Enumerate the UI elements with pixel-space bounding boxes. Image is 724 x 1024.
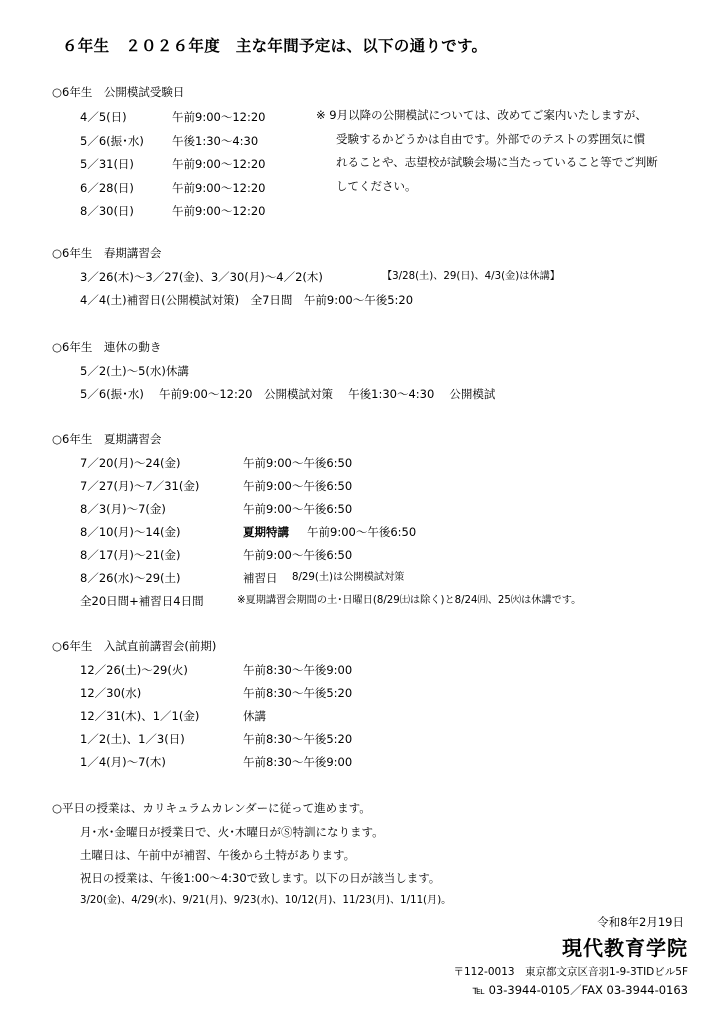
summer-date: 7／20(月)～24(金) — [80, 456, 181, 470]
exam-date: 5／6(振･水) — [80, 134, 144, 148]
spring-dates: 3／26(木)～3／27(金)、3／30(月)～4／2(木) — [80, 270, 323, 284]
winter-time: 午前8:30～午後9:00 — [243, 755, 353, 769]
exam-date: 8／30(日) — [80, 204, 134, 218]
winter-date: 1／2(土)、1／3(日) — [80, 732, 185, 746]
exam-time: 午前9:00～12:20 — [172, 110, 266, 124]
exam-date: 6／28(日) — [80, 181, 134, 195]
winter-time: 午前8:30～午後9:00 — [243, 663, 353, 677]
school-phone: ℡ 03-3944-0105／FAX 03-3944-0163 — [472, 983, 688, 997]
exam-heading: ○6年生 公開模試受験日 — [52, 85, 185, 99]
summer-date: 8／26(水)～29(土) — [80, 571, 181, 585]
holiday-dates: 3/20(金)、4/29(水)、9/21(月)、9/23(水)、10/12(月)、11/23(月)、1/11(月)。 — [80, 895, 452, 906]
winter-time: 午前8:30～午後5:20 — [243, 686, 353, 700]
summer-special-label: 夏期特講 — [243, 525, 289, 539]
spring-heading: ○6年生 春期講習会 — [52, 246, 162, 260]
page-title: ６年生 ２０２６年度 主な年間予定は、以下の通りです。 — [62, 37, 488, 55]
holiday-schedule: 5／6(振･水) 午前9:00～12:20 公開模試対策 午後1:30～4:30 公開模試 — [80, 387, 496, 401]
summer-time: 午前9:00～午後6:50 — [243, 479, 353, 493]
weekday-text: 月･水･金曜日が授業日で、火･木曜日がⓈ特訓になります。 — [80, 825, 384, 839]
exam-time: 午前9:00～12:20 — [172, 204, 266, 218]
school-name: 現代教育学院 — [562, 936, 688, 960]
issue-date: 令和8年2月19日 — [597, 915, 684, 929]
weekday-text: 土曜日は、午前中が補習、午後から土特があります。 — [80, 848, 356, 862]
exam-note-line: 受験するかどうかは自由です。外部でのテストの雰囲気に慣 — [336, 131, 646, 146]
summer-closed-note: ※夏期講習会期間の土･日曜日(8/29㈯は除く)と8/24㈪、25㈫は休講です。 — [237, 595, 582, 606]
exam-note-line: してください。 — [336, 178, 417, 193]
exam-time: 午後1:30～4:30 — [172, 134, 259, 148]
winter-date: 1／4(月)～7(木) — [80, 755, 166, 769]
winter-heading: ○6年生 入試直前講習会(前期) — [52, 639, 217, 653]
exam-time: 午前9:00～12:20 — [172, 181, 266, 195]
holiday-closed: 5／2(土)～5(水)休講 — [80, 364, 189, 378]
exam-time: 午前9:00～12:20 — [172, 157, 266, 171]
school-address: 〒112-0013 東京都文京区音羽1-9-3TIDビル5F — [453, 966, 688, 978]
spring-makeup: 4／4(土)補習日(公開模試対策) 全7日間 午前9:00～午後5:20 — [80, 293, 414, 307]
weekday-heading: ○平日の授業は、カリキュラムカレンダーに従って進めます。 — [52, 801, 371, 815]
summer-time: 午前9:00～午後6:50 — [243, 456, 353, 470]
holiday-heading: ○6年生 連休の動き — [52, 340, 162, 354]
winter-time: 午前8:30～午後5:20 — [243, 732, 353, 746]
summer-date: 8／3(月)～7(金) — [80, 502, 166, 516]
summer-total: 全20日間+補習日4日間 — [80, 594, 204, 608]
summer-heading: ○6年生 夏期講習会 — [52, 432, 162, 446]
summer-time: 午前9:00～午後6:50 — [243, 502, 353, 516]
summer-time: 午前9:00～午後6:50 — [243, 548, 353, 562]
summer-date: 7／27(月)～7／31(金) — [80, 479, 200, 493]
summer-time: 午前9:00～午後6:50 — [307, 525, 417, 539]
summer-date: 8／10(月)～14(金) — [80, 525, 181, 539]
weekday-text: 祝日の授業は、午後1:00～4:30で致します。以下の日が該当します。 — [80, 871, 441, 885]
summer-date: 8／17(月)～21(金) — [80, 548, 181, 562]
winter-date: 12／30(水) — [80, 686, 142, 700]
exam-note-line: ※ 9月以降の公開模試については、改めてご案内いたしますが、 — [316, 108, 647, 122]
exam-note — [316, 104, 658, 198]
summer-makeup-note: 8/29(土)は公開模試対策 — [292, 572, 405, 583]
exam-note-line: れることや、志望校が試験会場に当たっていること等でご判断 — [336, 155, 658, 169]
winter-date: 12／26(土)～29(火) — [80, 663, 188, 677]
winter-time: 休講 — [243, 709, 266, 723]
summer-makeup: 補習日 — [243, 571, 278, 585]
winter-date: 12／31(木)、1／1(金) — [80, 709, 200, 723]
exam-date: 5／31(日) — [80, 157, 134, 171]
spring-closed-note: 【3/28(土)、29(日)、4/3(金)は休講】 — [382, 271, 560, 282]
exam-date: 4／5(日) — [80, 110, 127, 124]
